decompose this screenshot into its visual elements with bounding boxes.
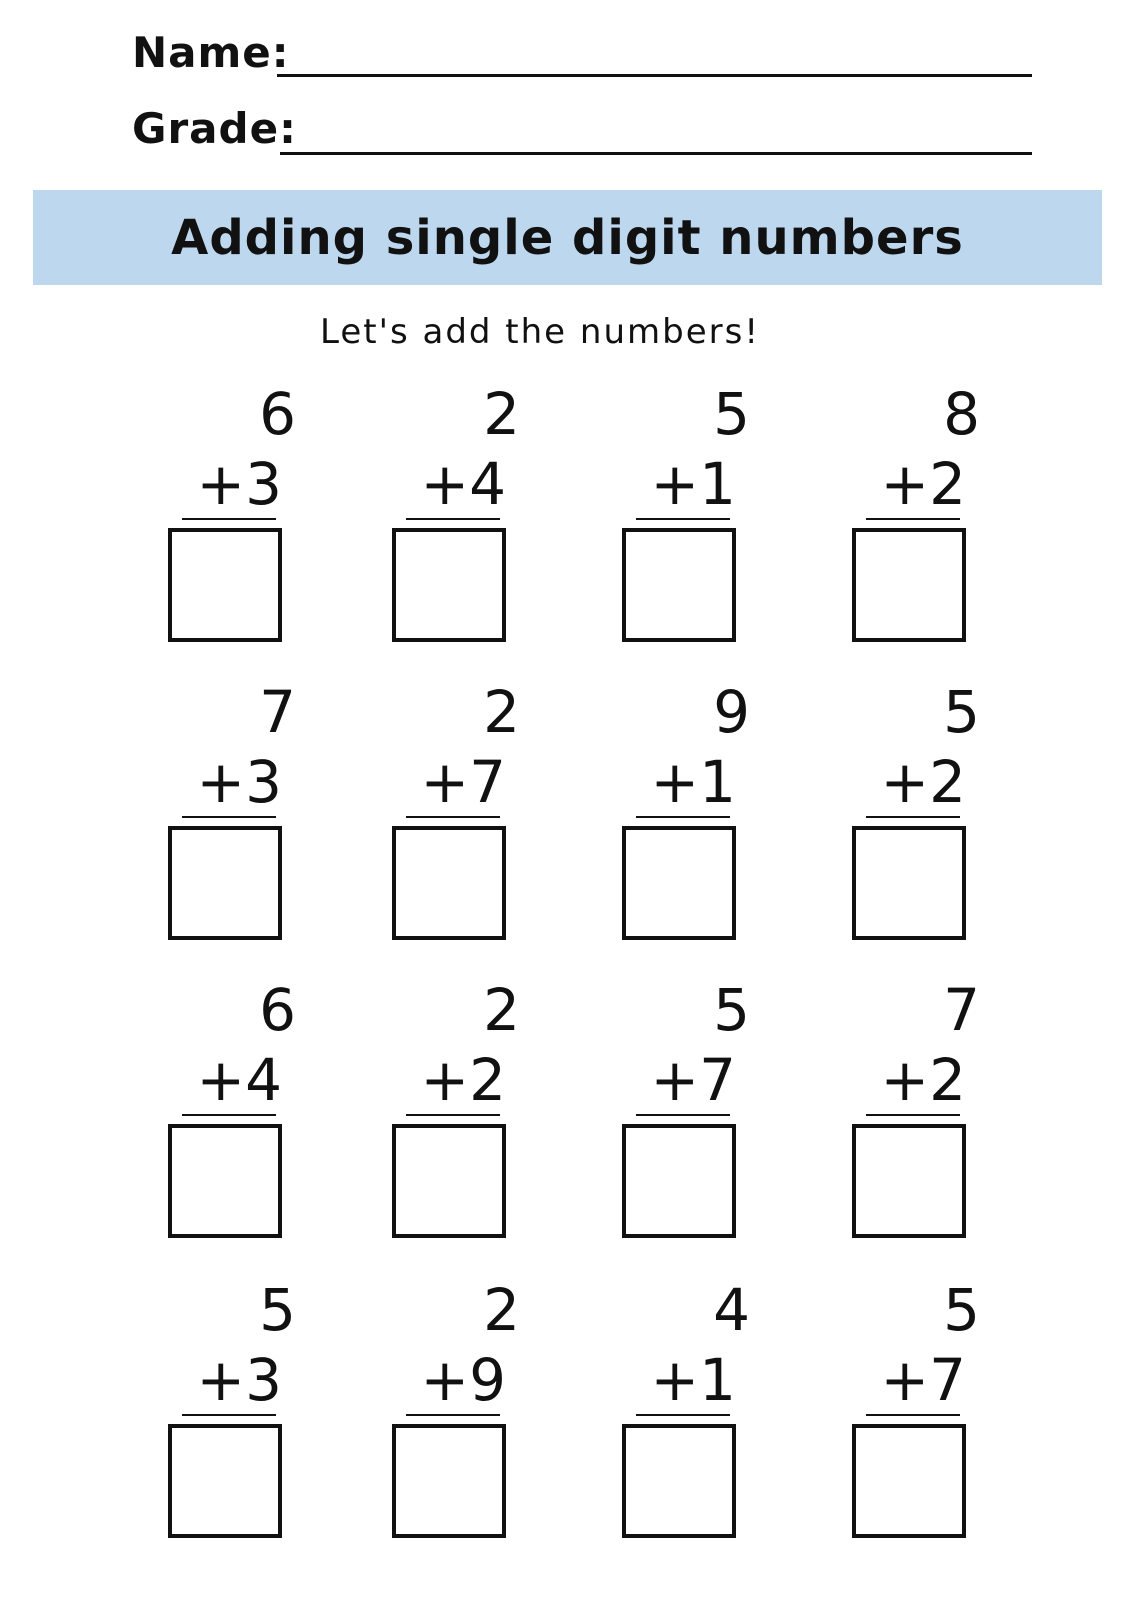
addition-problem xyxy=(632,680,762,960)
top-number: 5 xyxy=(713,380,750,448)
addend: +2 xyxy=(420,1046,506,1114)
answer-box[interactable] xyxy=(392,1124,506,1238)
answer-box[interactable] xyxy=(852,1124,966,1238)
sum-line xyxy=(636,518,730,520)
addition-problem xyxy=(862,382,992,662)
addend: +3 xyxy=(196,1346,282,1414)
title-banner xyxy=(33,190,1102,285)
answer-box[interactable] xyxy=(168,1124,282,1238)
addition-problem xyxy=(632,1278,762,1558)
top-number: 7 xyxy=(943,976,980,1044)
sum-line xyxy=(866,1414,960,1416)
answer-box[interactable] xyxy=(622,528,736,642)
addition-problem xyxy=(862,978,992,1258)
top-number: 2 xyxy=(483,976,520,1044)
sum-line xyxy=(636,816,730,818)
addend: +3 xyxy=(196,450,282,518)
addend: +4 xyxy=(420,450,506,518)
addition-problem xyxy=(402,978,532,1258)
sum-line xyxy=(406,816,500,818)
top-number: 6 xyxy=(259,976,296,1044)
grade-line[interactable] xyxy=(280,152,1032,155)
top-number: 5 xyxy=(943,678,980,746)
name-line[interactable] xyxy=(277,74,1032,77)
answer-box[interactable] xyxy=(392,528,506,642)
answer-box[interactable] xyxy=(168,528,282,642)
top-number: 9 xyxy=(713,678,750,746)
top-number: 8 xyxy=(943,380,980,448)
name-field xyxy=(132,28,1032,88)
addend: +7 xyxy=(650,1046,736,1114)
addition-problem xyxy=(862,1278,992,1558)
sum-line xyxy=(182,1414,276,1416)
addend: +2 xyxy=(880,748,966,816)
top-number: 2 xyxy=(483,1276,520,1344)
name-label: Name: xyxy=(132,28,290,77)
addition-problem xyxy=(402,382,532,662)
answer-box[interactable] xyxy=(168,1424,282,1538)
top-number: 5 xyxy=(259,1276,296,1344)
instruction-text: Let's add the numbers! xyxy=(320,312,760,352)
addition-problem xyxy=(632,382,762,662)
addition-problem xyxy=(632,978,762,1258)
addend: +2 xyxy=(880,450,966,518)
addend: +3 xyxy=(196,748,282,816)
addend: +1 xyxy=(650,1346,736,1414)
top-number: 2 xyxy=(483,678,520,746)
sum-line xyxy=(636,1414,730,1416)
sum-line xyxy=(406,1114,500,1116)
addend: +7 xyxy=(420,748,506,816)
top-number: 5 xyxy=(713,976,750,1044)
grade-label: Grade: xyxy=(132,104,297,153)
worksheet-title: Adding single digit numbers xyxy=(171,209,964,266)
addition-problem xyxy=(862,680,992,960)
addition-problem xyxy=(178,978,308,1258)
sum-line xyxy=(182,518,276,520)
addition-problem xyxy=(178,1278,308,1558)
answer-box[interactable] xyxy=(852,528,966,642)
answer-box[interactable] xyxy=(852,826,966,940)
addend: +1 xyxy=(650,450,736,518)
addend: +9 xyxy=(420,1346,506,1414)
sum-line xyxy=(406,518,500,520)
addend: +2 xyxy=(880,1046,966,1114)
answer-box[interactable] xyxy=(622,826,736,940)
addend: +1 xyxy=(650,748,736,816)
sum-line xyxy=(866,1114,960,1116)
grade-field xyxy=(132,104,1032,164)
sum-line xyxy=(636,1114,730,1116)
top-number: 5 xyxy=(943,1276,980,1344)
sum-line xyxy=(182,816,276,818)
sum-line xyxy=(406,1414,500,1416)
sum-line xyxy=(182,1114,276,1116)
addition-problem xyxy=(402,680,532,960)
answer-box[interactable] xyxy=(622,1124,736,1238)
sum-line xyxy=(866,518,960,520)
top-number: 4 xyxy=(713,1276,750,1344)
answer-box[interactable] xyxy=(168,826,282,940)
addition-problem xyxy=(178,680,308,960)
addend: +4 xyxy=(196,1046,282,1114)
answer-box[interactable] xyxy=(852,1424,966,1538)
sum-line xyxy=(866,816,960,818)
addend: +7 xyxy=(880,1346,966,1414)
top-number: 6 xyxy=(259,380,296,448)
answer-box[interactable] xyxy=(392,1424,506,1538)
addition-problem xyxy=(402,1278,532,1558)
answer-box[interactable] xyxy=(392,826,506,940)
addition-problem xyxy=(178,382,308,662)
top-number: 2 xyxy=(483,380,520,448)
top-number: 7 xyxy=(259,678,296,746)
answer-box[interactable] xyxy=(622,1424,736,1538)
